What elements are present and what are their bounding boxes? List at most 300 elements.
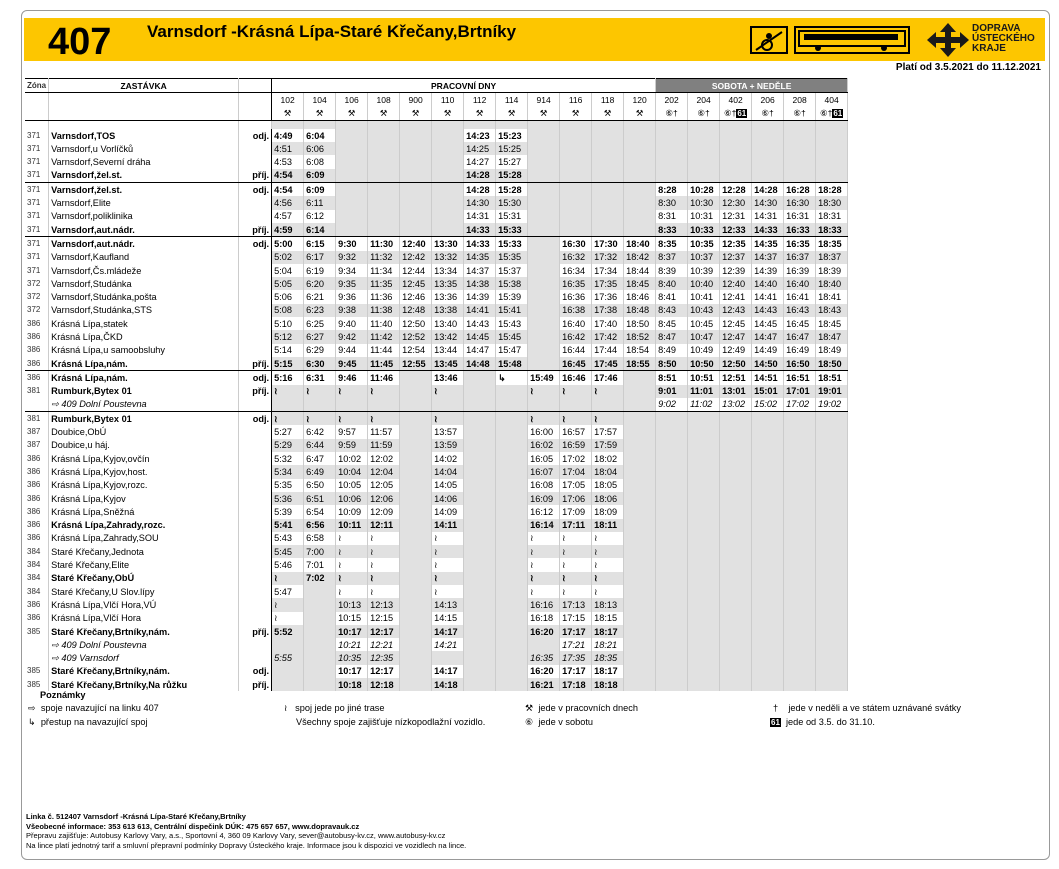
table-row xyxy=(25,678,848,691)
arr-dep-mark xyxy=(239,479,272,492)
time-cell: 10:05 xyxy=(336,479,368,492)
time-cell xyxy=(688,439,720,452)
time-cell xyxy=(400,612,432,625)
time-cell xyxy=(752,665,784,678)
time-cell xyxy=(432,651,464,664)
zone-cell: 386 xyxy=(25,479,49,492)
time-cell xyxy=(784,678,816,691)
time-cell xyxy=(592,142,624,155)
day-symbol: ⚒ xyxy=(539,108,548,119)
time-cell xyxy=(752,612,784,625)
time-cell xyxy=(400,519,432,532)
trip-symbol xyxy=(464,107,496,121)
time-cell: 17:05 xyxy=(560,479,592,492)
arr-dep-mark xyxy=(239,638,272,651)
time-cell: 16:31 xyxy=(784,210,816,223)
time-cell xyxy=(496,585,528,598)
table-row xyxy=(25,330,848,343)
time-cell xyxy=(624,665,656,678)
stop-name: Staré Křečany,Brtníky,nám. xyxy=(49,665,239,678)
time-cell: 9:30 xyxy=(336,237,368,251)
time-cell: 17:32 xyxy=(592,251,624,264)
time-cell: ≀ xyxy=(432,585,464,598)
table-row xyxy=(25,290,848,303)
time-cell xyxy=(656,479,688,492)
time-cell: 12:50 xyxy=(720,357,752,371)
stop-name: Krásná Lípa,Zahrady,SOU xyxy=(49,532,239,545)
time-cell: 13:46 xyxy=(432,371,464,385)
time-cell: 18:18 xyxy=(592,678,624,691)
time-cell: ≀ xyxy=(592,558,624,571)
time-cell xyxy=(592,155,624,168)
zone-cell: 371 xyxy=(25,183,49,197)
time-cell xyxy=(720,612,752,625)
time-cell: 6:19 xyxy=(304,264,336,277)
time-cell xyxy=(688,598,720,611)
stop-name: Varnsdorf,aut.nádr. xyxy=(49,237,239,251)
time-cell: 17:21 xyxy=(560,638,592,651)
pictograms xyxy=(750,26,910,54)
time-cell: 14:23 xyxy=(464,129,496,142)
stop-name: Varnsdorf,Studánka xyxy=(49,277,239,290)
time-cell: 15:23 xyxy=(496,129,528,142)
time-cell xyxy=(784,465,816,478)
time-cell xyxy=(624,638,656,651)
time-cell xyxy=(720,678,752,691)
time-cell: 17:35 xyxy=(560,651,592,664)
time-cell: 18:51 xyxy=(816,371,848,385)
time-cell: 8:49 xyxy=(656,344,688,357)
trip-number: 102 xyxy=(272,93,304,107)
time-cell: ≀ xyxy=(336,545,368,558)
time-cell: 5:39 xyxy=(272,505,304,518)
stop-name: Krásná Lípa,nám. xyxy=(49,357,239,371)
time-cell: 6:12 xyxy=(304,210,336,223)
stop-name: Krásná Lípa,ČKD xyxy=(49,330,239,343)
time-cell xyxy=(464,425,496,438)
zone-cell xyxy=(25,638,49,651)
time-cell xyxy=(720,452,752,465)
table-row xyxy=(25,237,848,251)
zone-cell: 386 xyxy=(25,519,49,532)
time-cell: 6:44 xyxy=(304,439,336,452)
time-cell xyxy=(688,505,720,518)
trip-symbol xyxy=(592,107,624,121)
time-cell: 12:30 xyxy=(720,196,752,209)
time-cell xyxy=(624,678,656,691)
day-symbol: ⚒ xyxy=(283,108,292,119)
day-symbol: ⚒ xyxy=(411,108,420,119)
zone-cell: 387 xyxy=(25,425,49,438)
time-cell: 17:36 xyxy=(592,290,624,303)
time-cell: 18:28 xyxy=(816,183,848,197)
time-cell xyxy=(784,505,816,518)
time-cell xyxy=(400,665,432,678)
time-cell xyxy=(528,398,560,412)
time-cell xyxy=(432,142,464,155)
time-cell: ≀ xyxy=(272,412,304,426)
time-cell: 15:39 xyxy=(496,290,528,303)
time-cell xyxy=(560,169,592,183)
time-cell xyxy=(656,519,688,532)
zone-cell: 384 xyxy=(25,572,49,585)
time-cell xyxy=(624,598,656,611)
stop-name: Rumburk,Bytex 01 xyxy=(49,412,239,426)
time-cell xyxy=(656,545,688,558)
table-row xyxy=(25,425,848,438)
time-cell xyxy=(496,625,528,638)
table-row xyxy=(25,612,848,625)
time-cell xyxy=(560,142,592,155)
time-cell xyxy=(752,439,784,452)
blank xyxy=(49,120,239,129)
time-cell: 15:45 xyxy=(496,330,528,343)
time-cell xyxy=(624,412,656,426)
stop-name: Krásná Lípa,Kyjov xyxy=(49,492,239,505)
time-cell: 18:04 xyxy=(592,465,624,478)
time-cell xyxy=(656,558,688,571)
time-cell xyxy=(432,169,464,183)
time-cell: 18:06 xyxy=(592,492,624,505)
time-cell xyxy=(784,665,816,678)
stop-name: Varnsdorf,Severní dráha xyxy=(49,155,239,168)
time-cell: 13:57 xyxy=(432,425,464,438)
time-cell: 16:51 xyxy=(784,371,816,385)
table-row xyxy=(25,344,848,357)
time-cell: 9:02 xyxy=(656,398,688,412)
time-cell xyxy=(688,638,720,651)
time-cell: 5:15 xyxy=(272,357,304,371)
time-cell: 15:41 xyxy=(496,304,528,317)
time-cell xyxy=(784,558,816,571)
time-cell: 17:42 xyxy=(592,330,624,343)
time-cell: 6:06 xyxy=(304,142,336,155)
time-cell xyxy=(368,223,400,237)
time-cell: 16:32 xyxy=(560,251,592,264)
time-cell: 5:35 xyxy=(272,479,304,492)
time-cell: 14:13 xyxy=(432,598,464,611)
time-cell: 10:40 xyxy=(688,277,720,290)
time-cell: 13:40 xyxy=(432,317,464,330)
table-row xyxy=(25,479,848,492)
logo-text: DOPRAVA ÚSTECKÉHO KRAJE xyxy=(972,23,1035,54)
time-cell: 9:59 xyxy=(336,439,368,452)
arr-dep-mark xyxy=(239,439,272,452)
day-symbol: ⚒ xyxy=(475,108,484,119)
table-row xyxy=(25,155,848,168)
time-cell xyxy=(464,452,496,465)
time-cell: 5:14 xyxy=(272,344,304,357)
time-cell: 5:47 xyxy=(272,585,304,598)
time-cell xyxy=(720,572,752,585)
time-cell xyxy=(464,385,496,398)
table-row xyxy=(25,264,848,277)
time-cell xyxy=(656,598,688,611)
time-cell: 10:50 xyxy=(688,357,720,371)
route-title: Varnsdorf -Krásná Lípa-Staré Křečany,Brtníky xyxy=(147,22,517,41)
time-cell xyxy=(464,638,496,651)
time-cell xyxy=(272,398,304,412)
time-cell: 17:45 xyxy=(592,357,624,371)
arr-dep-mark: příj. xyxy=(239,625,272,638)
time-cell xyxy=(400,412,432,426)
time-cell xyxy=(784,585,816,598)
time-cell xyxy=(368,183,400,197)
time-cell: 16:35 xyxy=(784,237,816,251)
time-cell: 6:11 xyxy=(304,196,336,209)
time-cell: 14:21 xyxy=(432,638,464,651)
time-cell: 10:35 xyxy=(688,237,720,251)
time-cell: ≀ xyxy=(272,572,304,585)
time-cell: 7:00 xyxy=(304,545,336,558)
zone-cell: 372 xyxy=(25,304,49,317)
zone-cell: 385 xyxy=(25,625,49,638)
time-cell xyxy=(752,651,784,664)
time-cell xyxy=(400,129,432,142)
blank xyxy=(528,120,560,129)
time-cell xyxy=(720,465,752,478)
time-cell: 13:32 xyxy=(432,251,464,264)
time-cell xyxy=(816,572,848,585)
time-cell: 5:02 xyxy=(272,251,304,264)
time-cell: 17:34 xyxy=(592,264,624,277)
time-cell: 10:45 xyxy=(688,317,720,330)
trip-number: 112 xyxy=(464,93,496,107)
time-cell xyxy=(336,129,368,142)
time-cell: 18:43 xyxy=(816,304,848,317)
time-cell: 10:18 xyxy=(336,678,368,691)
time-cell: 4:59 xyxy=(272,223,304,237)
time-cell: 11:42 xyxy=(368,330,400,343)
arr-dep-mark: odj. xyxy=(239,183,272,197)
time-cell: ≀ xyxy=(528,572,560,585)
time-cell xyxy=(464,651,496,664)
time-cell: 13:36 xyxy=(432,290,464,303)
time-cell: 15:47 xyxy=(496,344,528,357)
time-cell: ≀ xyxy=(432,558,464,571)
time-cell xyxy=(784,651,816,664)
time-cell xyxy=(816,142,848,155)
time-cell xyxy=(400,425,432,438)
time-cell xyxy=(656,638,688,651)
zone-cell: 386 xyxy=(25,612,49,625)
time-cell: 15:27 xyxy=(496,155,528,168)
time-cell: 12:51 xyxy=(720,371,752,385)
time-cell: 11:35 xyxy=(368,277,400,290)
trip-number: 206 xyxy=(752,93,784,107)
time-cell xyxy=(528,290,560,303)
time-cell: 6:25 xyxy=(304,317,336,330)
zone-cell: 371 xyxy=(25,210,49,223)
time-cell: 8:50 xyxy=(656,357,688,371)
header-spacer xyxy=(239,79,272,93)
trip-number: 204 xyxy=(688,93,720,107)
time-cell xyxy=(432,223,464,237)
stop-header: ZASTÁVKA xyxy=(49,79,239,93)
time-cell: 12:39 xyxy=(720,264,752,277)
time-cell: 6:49 xyxy=(304,465,336,478)
time-cell: 8:28 xyxy=(656,183,688,197)
stop-name: ⇨ 409 Dolní Poustevna xyxy=(49,398,239,412)
time-cell xyxy=(272,638,304,651)
time-cell xyxy=(496,412,528,426)
time-cell xyxy=(464,439,496,452)
time-cell: 16:57 xyxy=(560,425,592,438)
time-cell xyxy=(496,598,528,611)
time-cell xyxy=(560,129,592,142)
time-cell xyxy=(624,558,656,571)
zone-cell: 371 xyxy=(25,169,49,183)
time-cell xyxy=(624,398,656,412)
time-cell: 12:04 xyxy=(368,465,400,478)
time-cell xyxy=(624,142,656,155)
time-cell: 10:43 xyxy=(688,304,720,317)
zone-cell: 386 xyxy=(25,492,49,505)
arr-dep-mark xyxy=(239,519,272,532)
time-cell xyxy=(336,210,368,223)
time-cell: 14:05 xyxy=(432,479,464,492)
time-cell xyxy=(816,638,848,651)
time-cell: 6:23 xyxy=(304,304,336,317)
stop-name: Krásná Lípa,Vlčí Hora xyxy=(49,612,239,625)
blank xyxy=(368,120,400,129)
time-cell xyxy=(624,492,656,505)
time-cell xyxy=(400,196,432,209)
time-cell: 12:44 xyxy=(400,264,432,277)
time-cell: 14:11 xyxy=(432,519,464,532)
time-cell: 6:27 xyxy=(304,330,336,343)
time-cell: 5:06 xyxy=(272,290,304,303)
time-cell: 18:45 xyxy=(816,317,848,330)
time-cell: 6:04 xyxy=(304,129,336,142)
day-symbol: ⚒ xyxy=(603,108,612,119)
time-cell: 14:31 xyxy=(752,210,784,223)
table-row xyxy=(25,545,848,558)
day-symbol: ⚒ xyxy=(443,108,452,119)
time-cell: 10:47 xyxy=(688,330,720,343)
time-cell xyxy=(656,505,688,518)
time-cell: 5:34 xyxy=(272,465,304,478)
time-cell: 18:55 xyxy=(624,357,656,371)
time-cell xyxy=(592,398,624,412)
time-cell: 13:35 xyxy=(432,277,464,290)
day-symbol: ⑥† xyxy=(723,107,737,118)
trip-symbol xyxy=(784,107,816,121)
time-cell: 14:33 xyxy=(752,223,784,237)
time-cell: ≀ xyxy=(592,572,624,585)
zone-cell: 386 xyxy=(25,344,49,357)
stop-name: Varnsdorf,Studánka,pošta xyxy=(49,290,239,303)
blank xyxy=(624,120,656,129)
arr-dep-mark: odj. xyxy=(239,129,272,142)
trip-symbol xyxy=(496,107,528,121)
time-cell xyxy=(624,196,656,209)
time-cell: 12:46 xyxy=(400,290,432,303)
trip-symbol xyxy=(400,107,432,121)
time-cell xyxy=(720,155,752,168)
time-cell xyxy=(624,385,656,398)
time-cell: 16:43 xyxy=(784,304,816,317)
time-cell xyxy=(496,519,528,532)
time-cell: 12:55 xyxy=(400,357,432,371)
trip-symbol xyxy=(688,107,720,121)
time-cell: 15:49 xyxy=(528,371,560,385)
time-cell xyxy=(368,196,400,209)
time-cell: 5:00 xyxy=(272,237,304,251)
time-cell: 14:40 xyxy=(752,277,784,290)
time-cell: 11:57 xyxy=(368,425,400,438)
time-cell xyxy=(688,585,720,598)
time-cell: 13:38 xyxy=(432,304,464,317)
time-cell xyxy=(464,398,496,412)
time-cell xyxy=(624,223,656,237)
blank xyxy=(592,120,624,129)
day-symbol: ⚒ xyxy=(571,108,580,119)
time-cell xyxy=(464,665,496,678)
trip-symbol xyxy=(304,107,336,121)
time-cell xyxy=(784,625,816,638)
stop-name: Varnsdorf,aut.nádr. xyxy=(49,223,239,237)
time-cell xyxy=(784,439,816,452)
stop-name: Staré Křečany,Elite xyxy=(49,558,239,571)
time-cell xyxy=(528,183,560,197)
time-cell: 14:28 xyxy=(464,169,496,183)
time-cell: 17:38 xyxy=(592,304,624,317)
time-cell xyxy=(528,317,560,330)
time-cell xyxy=(592,129,624,142)
time-cell xyxy=(784,142,816,155)
time-cell: 5:12 xyxy=(272,330,304,343)
time-cell xyxy=(400,223,432,237)
time-cell: 12:45 xyxy=(400,277,432,290)
time-cell: 18:15 xyxy=(592,612,624,625)
zone-cell: 384 xyxy=(25,545,49,558)
time-cell xyxy=(720,519,752,532)
time-cell xyxy=(400,625,432,638)
time-cell xyxy=(720,129,752,142)
time-cell: 16:30 xyxy=(784,196,816,209)
validity-note: Platí od 3.5.2021 do 11.12.2021 xyxy=(895,62,1041,73)
time-cell xyxy=(656,129,688,142)
time-cell: 10:09 xyxy=(336,505,368,518)
zone-cell: 384 xyxy=(25,558,49,571)
time-cell xyxy=(656,169,688,183)
footer-line: Přepravu zajišťuje: Autobusy Karlovy Vary, a.s., Sportovní 4, 360 09 Karlovy Vary, sever@autobusy-kv.cz, www.autobusy-kv.cz xyxy=(26,831,446,840)
time-cell xyxy=(816,625,848,638)
time-cell: 11:02 xyxy=(688,398,720,412)
time-cell xyxy=(400,465,432,478)
time-cell: 15:31 xyxy=(496,210,528,223)
time-cell xyxy=(528,142,560,155)
trip-number: 108 xyxy=(368,93,400,107)
time-cell: 17:02 xyxy=(560,452,592,465)
time-cell xyxy=(720,638,752,651)
zone-cell: 386 xyxy=(25,330,49,343)
trip-number: 404 xyxy=(816,93,848,107)
table-row xyxy=(25,505,848,518)
time-cell: 14:30 xyxy=(752,196,784,209)
table-row xyxy=(25,651,848,664)
time-cell: 18:30 xyxy=(816,196,848,209)
time-cell xyxy=(496,492,528,505)
arr-dep-mark xyxy=(239,598,272,611)
time-cell xyxy=(688,665,720,678)
zone-cell: 371 xyxy=(25,223,49,237)
time-cell xyxy=(624,210,656,223)
time-cell: 17:04 xyxy=(560,465,592,478)
trip-number-row xyxy=(25,93,848,107)
time-cell: 12:49 xyxy=(720,344,752,357)
